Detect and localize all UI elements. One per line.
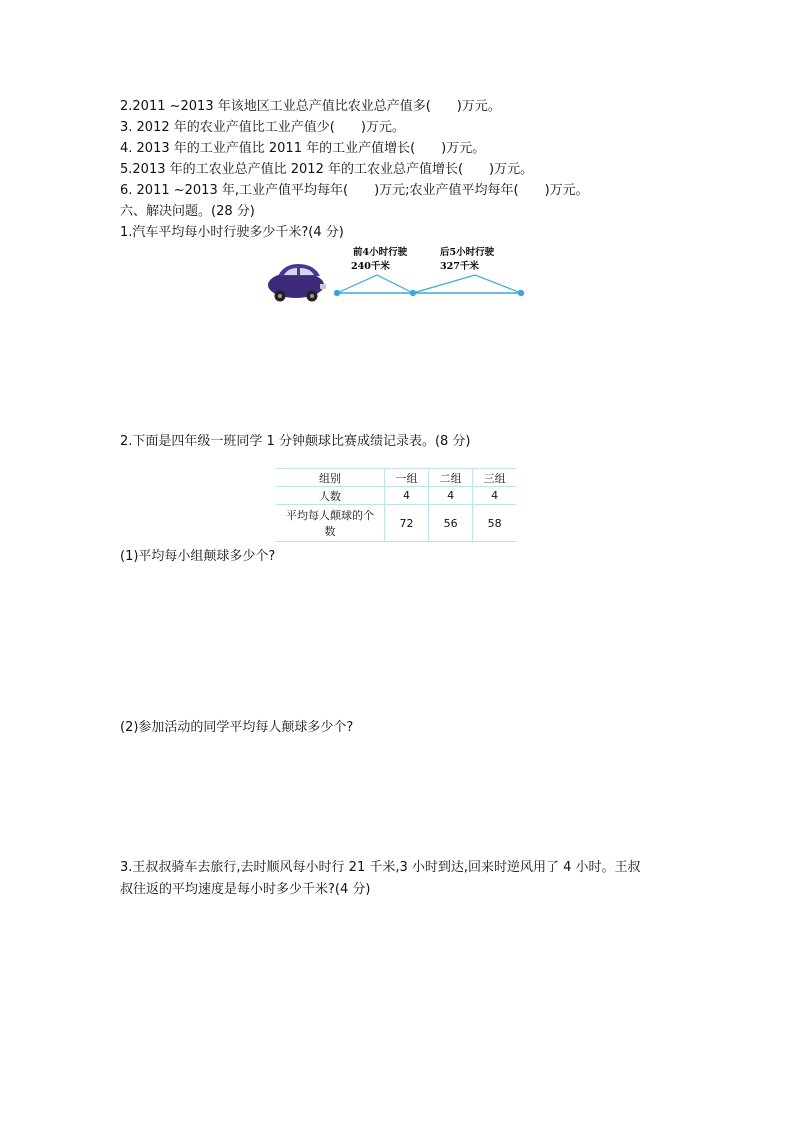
table-cell: 组别 (276, 469, 385, 487)
table-row (276, 487, 516, 505)
table-header-row (276, 469, 516, 487)
table-cell: 三组 (473, 469, 516, 487)
question-3: 3. 2012 年的农业产值比工业产值少( )万元。 (120, 120, 405, 135)
table-cell: 72 (385, 505, 429, 542)
avg-label-line2: 数 (324, 525, 336, 538)
dot-middle (410, 290, 416, 296)
table-cell: 4 (385, 487, 429, 505)
question-2: 2.2011 ~2013 年该地区工业总产值比农业总产值多( )万元。 (120, 99, 501, 114)
table-row (276, 505, 516, 542)
table-cell: 58 (473, 505, 516, 542)
table-cell: 人数 (276, 487, 385, 505)
problem-3-line2: 叔往返的平均速度是每小时多少千米?(4 分) (120, 882, 371, 897)
section-heading: 六、解决问题。(28 分) (120, 204, 255, 219)
car-icon (268, 264, 326, 302)
segment-1-label-line1: 前4小时行驶 (353, 247, 408, 258)
segment-2-label-line1: 后5小时行驶 (440, 247, 495, 258)
table-cell: 4 (429, 487, 473, 505)
score-table (276, 468, 516, 542)
segment-1-bracket (337, 275, 413, 293)
dot-end (518, 290, 524, 296)
car-distance-diagram (262, 242, 532, 304)
segment-2-label-line2: 327千米 (440, 261, 479, 272)
dot-start (334, 290, 340, 296)
question-5: 5.2013 年的工农业总产值比 2012 年的工农业总产值增长( )万元。 (120, 162, 534, 177)
table-cell: 一组 (385, 469, 429, 487)
table-cell (276, 505, 385, 542)
question-6: 6. 2011 ~2013 年,工业产值平均每年( )万元;农业产值平均每年( )万元。 (120, 183, 589, 198)
table-cell: 二组 (429, 469, 473, 487)
segment-1-label-line2: 240千米 (351, 261, 390, 272)
question-4: 4. 2013 年的工业产值比 2011 年的工业产值增长( )万元。 (120, 141, 486, 156)
problem-2-sub-2: (2)参加活动的同学平均每人颠球多少个? (120, 720, 354, 735)
problem-2-sub-1: (1)平均每小组颠球多少个? (120, 549, 276, 564)
table-cell: 56 (429, 505, 473, 542)
problem-3-line1: 3.王叔叔骑车去旅行,去时顺风每小时行 21 千米,3 小时到达,回来时逆风用了 4 小时。王叔 (120, 860, 641, 875)
problem-2: 2.下面是四年级一班同学 1 分钟颠球比赛成绩记录表。(8 分) (120, 434, 471, 449)
segment-2-bracket (413, 275, 521, 293)
table-cell: 4 (473, 487, 516, 505)
avg-label-line1: 平均每人颠球的个 (286, 509, 374, 522)
problem-1: 1.汽车平均每小时行驶多少千米?(4 分) (120, 225, 344, 240)
